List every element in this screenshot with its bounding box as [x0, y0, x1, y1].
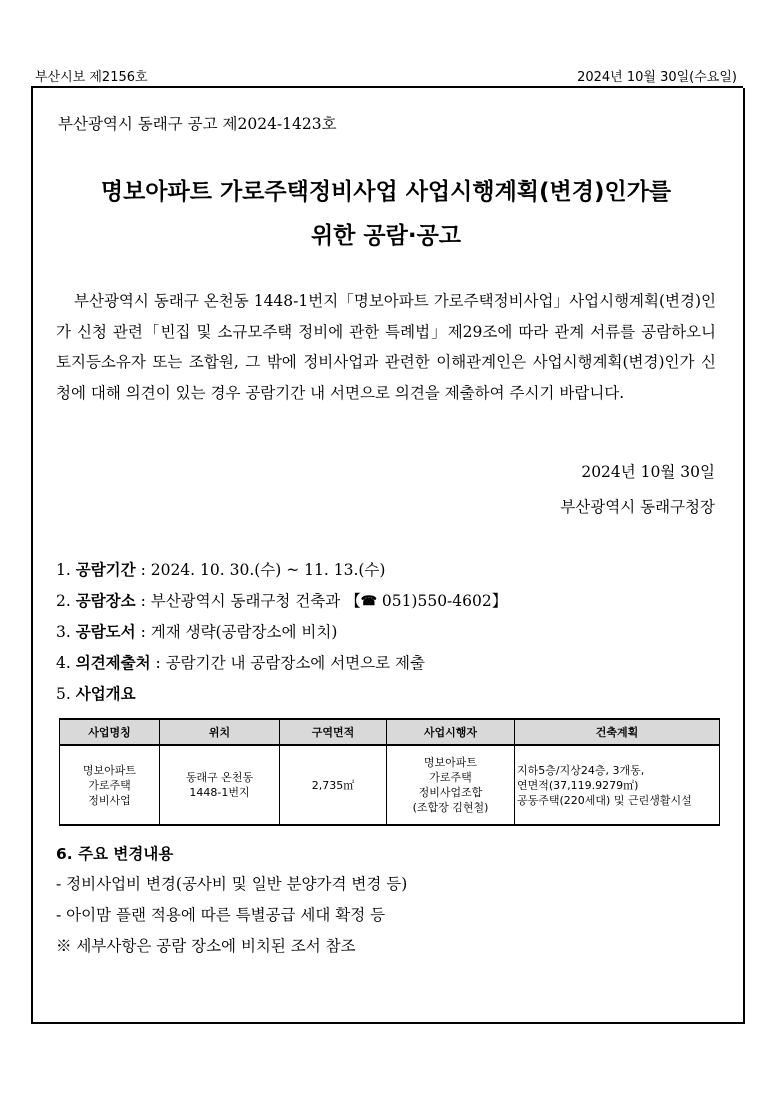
- item-label: 의견제출처: [75, 654, 151, 672]
- item-submission: [56, 651, 425, 673]
- cell-location: [160, 745, 280, 825]
- item-number: 3.: [56, 623, 71, 641]
- title-line-2: 위한 공람·공고: [310, 223, 462, 249]
- item-documents: [56, 620, 337, 642]
- item-value: 2024. 10. 30.(수) ~ 11. 13.(수): [150, 561, 386, 579]
- gazette-date: 2024년 10월 30일(수요일): [577, 70, 737, 85]
- title-line-1: 명보아파트 가로주택정비사업 사업시행계획(변경)인가를: [100, 179, 672, 205]
- cell-line: 공동주택(220세대) 및 근린생활시설: [517, 793, 692, 807]
- header-area: 구역면적: [280, 719, 387, 745]
- table-header-row: [60, 719, 720, 745]
- item-number: 1.: [56, 561, 71, 579]
- item-number: 5.: [56, 685, 71, 703]
- item-separator: :: [150, 654, 166, 672]
- cell-line: 가로주택: [88, 778, 131, 792]
- item-period: [56, 558, 385, 580]
- item-number: 4.: [56, 654, 71, 672]
- header-plan: 건축계획: [515, 719, 720, 745]
- cell-line: 동래구 온천동: [185, 771, 254, 784]
- cell-area: 2,735㎡: [280, 745, 387, 825]
- item-label: 공람기간: [75, 561, 136, 579]
- change-item-1: - 정비사업비 변경(공사비 및 일반 분양가격 변경 등): [56, 875, 408, 893]
- reference-note: ※ 세부사항은 공람 장소에 비치된 조서 참조: [56, 937, 356, 955]
- item-value: 부산광역시 동래구청 건축과: [150, 592, 341, 610]
- project-overview-table: [59, 718, 720, 826]
- phone-icon: ☎: [360, 594, 377, 609]
- header-operator: 사업시행자: [387, 719, 515, 745]
- item-label: 공람장소: [75, 592, 136, 610]
- cell-line: 가로주택: [429, 771, 472, 784]
- item-separator: :: [135, 561, 151, 579]
- notice-number: 부산광역시 동래구 공고 제2024-1423호: [58, 115, 337, 133]
- cell-line: 명보아파트: [82, 763, 137, 777]
- cell-line: 연면적(37,119.9279㎡): [517, 778, 639, 792]
- item-separator: :: [135, 592, 151, 610]
- cell-line: 지하5층/지상24층, 3개동,: [517, 763, 645, 777]
- cell-line: 1448-1번지: [189, 786, 250, 799]
- notice-issuer: 부산광역시 동래구청장: [560, 498, 715, 516]
- notice-date: 2024년 10월 30일: [581, 463, 715, 481]
- item-label: 사업개요: [75, 685, 136, 703]
- item-separator: :: [135, 623, 151, 641]
- gazette-issue: 부산시보 제2156호: [35, 70, 148, 85]
- cell-operator: [387, 745, 515, 825]
- notice-title: [36, 170, 736, 258]
- bracket-close: 】: [491, 592, 508, 610]
- item-number: 2.: [56, 592, 71, 610]
- phone-number: 051)550-4602: [381, 592, 492, 610]
- item-value: 게재 생략(공람장소에 비치): [150, 623, 338, 641]
- table-row: [60, 745, 720, 825]
- item-place: [56, 589, 507, 611]
- cell-line: 명보아파트: [423, 756, 478, 769]
- cell-line: (조합장 김현철): [412, 801, 489, 814]
- change-item-2: - 아이맘 플랜 적용에 따른 특별공급 세대 확정 등: [56, 906, 386, 924]
- changes-heading: 6. 주요 변경내용: [56, 845, 174, 863]
- item-value: 공람기간 내 공람장소에 서면으로 제출: [165, 654, 425, 672]
- cell-plan: [515, 745, 720, 825]
- cell-project-name: [60, 745, 160, 825]
- cell-line: 정비사업: [88, 793, 131, 807]
- cell-line: 정비사업조합: [418, 786, 483, 799]
- notice-body: 부산광역시 동래구 온천동 1448-1번지「명보아파트 가로주택정비사업」사업시행계획(변경)인가 신청 관련「빈집 및 소규모주택 정비에 관한 특례법」제29조에 따라 관계 서류를 공람하오니 토지등소유자 또는 조합원, 그 밖에 정비사업과 관련한 이해관계인은 사업시행계획(변경)인가 신청에 대해 의견이 있는 경우 공람기간 내 서면으로 의견을 제출하여 주시기 바랍니다.: [56, 292, 716, 402]
- bracket-open: 【: [345, 592, 361, 610]
- item-overview: [56, 682, 136, 704]
- header-location: 위치: [160, 719, 280, 745]
- item-label: 공람도서: [75, 623, 136, 641]
- header-project-name: 사업명칭: [60, 719, 160, 745]
